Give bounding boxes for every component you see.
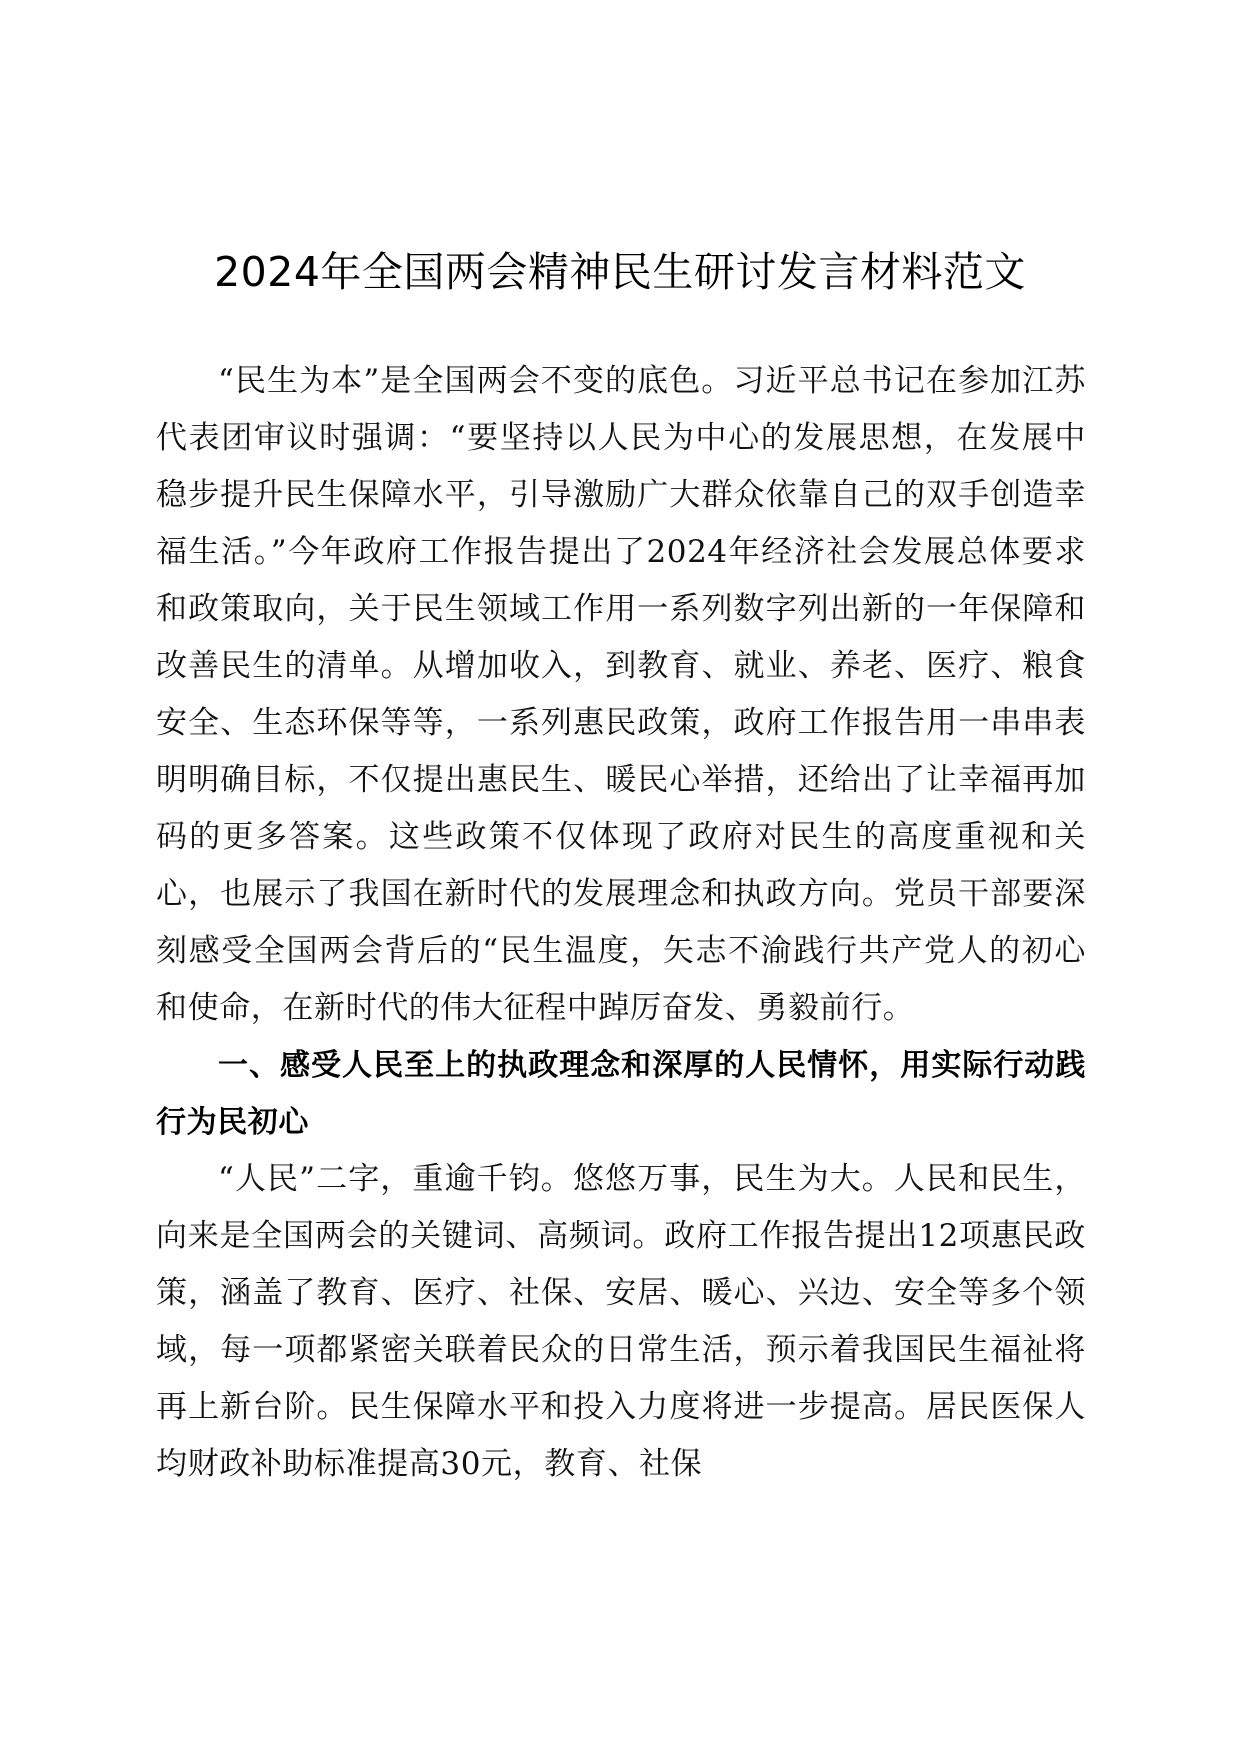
section-heading-1: 一、感受人民至上的执政理念和深厚的人民情怀，用实际行动践行为民初心 xyxy=(156,1048,1086,1140)
document-title: 2024年全国两会精神民生研讨发言材料范文 xyxy=(214,248,1026,296)
section-1-paragraph: “人民”二字，重逾千钧。悠悠万事，民生为大。人民和民生，向来是全国两会的关键词、高频词。政府工作报告提出12项惠民政策，涵盖了教育、医疗、社保、安居、暖心、兴边、安全等多个领域，每一项都紧密关联着民众的日常生活，预示着我国民生福祉将再上新台阶。民生保障水平和投入力度将进一步提高。居民医保人均财政补助标准提高30元，教育、社保 xyxy=(156,1161,1086,1482)
intro-paragraph: “民生为本”是全国两会不变的底色。习近平总书记在参加江苏代表团审议时强调：“要坚持以人民为中心的发展思想，在发展中稳步提升民生保障水平，引导激励广大群众依靠自己的双手创造幸福生活。”今年政府工作报告提出了2024年经济社会发展总体要求和政策取向，关于民生领域工作用一系列数字列出新的一年保障和改善民生的清单。从增加收入，到教育、就业、养老、医疗、粮食安全、生态环保等等，一系列惠民政策，政府工作报告用一串串表明明确目标，不仅提出惠民生、暖民心举措，还给出了让幸福再加码的更多答案。这些政策不仅体现了政府对民生的高度重视和关心，也展示了我国在新时代的发展理念和执政方向。党员干部要深刻感受全国两会背后的“民生温度，矢志不渝践行共产党人的初心和使命，在新时代的伟大征程中踔厉奋发、勇毅前行。 xyxy=(156,363,1086,1026)
document-body xyxy=(156,353,1086,1493)
